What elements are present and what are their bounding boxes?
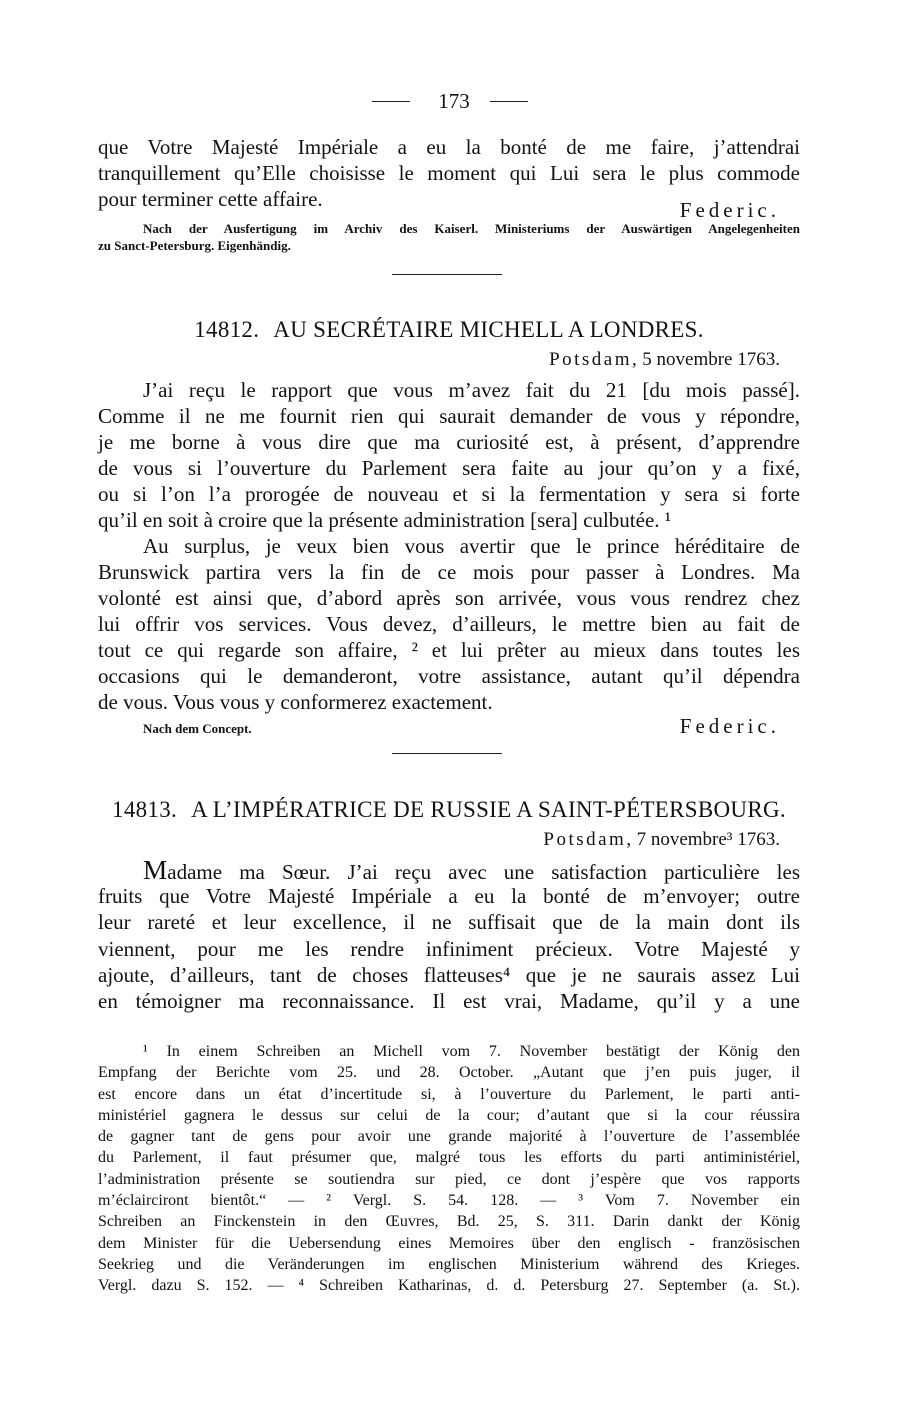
- body-line: pour terminer cette affaire.: [98, 187, 323, 211]
- body-line: qu’il en soit à croire que la présente administration [sera] culbutée. ¹: [98, 508, 672, 532]
- body-line: ajoute, d’ailleurs, tant de choses flatteuses⁴ que je ne saurais assez Lui: [98, 962, 800, 987]
- footnote-line: dem Minister für die Uebersendung eines Memoires über den englisch - französischen: [98, 1234, 800, 1252]
- body-line: ou si l’on l’a prorogée de nouveau et si la fermentation y sera si forte: [98, 482, 800, 506]
- section-divider: [392, 274, 502, 275]
- footnote-line: l’administration présente se soutiendra sur pied, ce dont j’espère que vos rapports: [98, 1170, 800, 1188]
- page-number: 173: [438, 89, 470, 113]
- body-line: que Votre Majesté Impériale a eu la bonté de me faire, j’attendrai: [98, 135, 800, 159]
- letter-number: 14812.: [194, 317, 260, 342]
- source-note-line: Nach der Ausfertigung im Archiv des Kaiserl. Ministeriums der Auswärtigen Angelegenheiten: [143, 221, 800, 236]
- body-line: occasions qui le demanderont, votre assistance, autant qu’il dépendra: [98, 664, 800, 688]
- source-note: [98, 220, 800, 254]
- dateline-date: 7 novembre³ 1763.: [636, 829, 780, 850]
- letter-title: A L’IMPÉRATRICE DE RUSSIE A SAINT-PÉTERSBOURG.: [191, 797, 786, 822]
- body-line: Brunswick partira vers la fin de ce mois pour passer à Londres. Ma: [98, 560, 800, 584]
- letter-body: [98, 857, 800, 1014]
- body-line: tranquillement qu’Elle choisisse le moment qui Lui sera le plus commode: [98, 161, 800, 185]
- body-line: de vous si l’ouverture du Parlement sera faite au jour qu’on y a fixé,: [98, 456, 800, 480]
- footnote-line: m’éclairciront bientôt.“ — ² Vergl. S. 54. 128. — ³ Vom 7. November ein: [98, 1192, 800, 1210]
- footnotes: [98, 1041, 800, 1297]
- header-dash-left: [372, 101, 410, 102]
- footnote-line: Empfang der Berichte vom 25. und 28. October. „Autant que j’en puis juger, il: [98, 1064, 800, 1082]
- dateline: [543, 827, 780, 853]
- body-line: J’ai reçu le rapport que vous m’avez fait du 21 [du mois passé].: [143, 378, 800, 402]
- dateline-place: Potsdam,: [549, 349, 640, 370]
- footnote-line: du Parlement, il faut présumer que, malgré tous les efforts du parti antiministériel,: [98, 1149, 800, 1167]
- footnote-line: Schreiben an Finckenstein in den Œuvres, Bd. 25, S. 311. Darin dankt der König: [98, 1213, 800, 1231]
- footnote-line: de gagner tant de gens pour avoir une grande majorité à l’ouverture de l’assemblée: [98, 1128, 800, 1146]
- body-line: je me borne à vous dire que ma curiosité est, à présent, d’apprendre: [98, 430, 800, 454]
- dateline: [549, 347, 780, 373]
- section-divider: [392, 753, 502, 754]
- header-dash-right: [490, 101, 528, 102]
- dateline-place: Potsdam,: [543, 829, 634, 850]
- source-note: Nach dem Concept.: [143, 721, 252, 736]
- body-line: leur rareté et leur excellence, il ne suffisait que de la main dont ils: [98, 910, 800, 935]
- page-header: [372, 88, 528, 114]
- body-line: viennent, pour me les rendre infiniment précieux. Votre Majesté y: [98, 936, 800, 961]
- body-line: de vous. Vous vous y conformerez exactement.: [98, 690, 493, 714]
- body-line: volonté est ainsi que, d’abord après son arrivée, vous vous rendrez chez: [98, 586, 800, 610]
- letter-heading: [98, 795, 800, 825]
- letter-heading: [98, 315, 800, 345]
- signature: Federic.: [679, 198, 780, 222]
- footnote-line: Seekrieg und die Veränderungen im englischen Ministerium während des Krieges.: [98, 1255, 800, 1273]
- source-note-line: zu Sanct-Petersburg. Eigenhändig.: [98, 238, 291, 253]
- letter-body: [98, 377, 800, 715]
- footnote-line: ministériel gagnera le dessus sur celui de la cour; d’autant que si la cour réussira: [98, 1106, 800, 1124]
- body-line: Comme il ne me fournit rien qui saurait demander de vous y répondre,: [98, 404, 800, 428]
- body-line: fruits que Votre Majesté Impériale a eu la bonté de m’envoyer; outre: [98, 884, 800, 909]
- body-line: Au surplus, je veux bien vous avertir que le prince héréditaire de: [143, 534, 800, 558]
- body-line: Madame ma Sœur. J’ai reçu avec une satisfaction particulière les: [143, 855, 800, 885]
- body-line: tout ce qui regarde son affaire, ² et lui prêter au mieux dans toutes les: [98, 638, 800, 662]
- footnote-line: est encore dans un état d’incertitude si, à l’ouverture du Parlement, le parti anti-: [98, 1085, 800, 1103]
- letter-number: 14813.: [112, 797, 178, 822]
- dateline-date: 5 novembre 1763.: [642, 349, 780, 370]
- signature: Federic.: [679, 714, 780, 738]
- footnote-line: ¹ In einem Schreiben an Michell vom 7. November bestätigt der König den: [143, 1043, 800, 1060]
- footnote-line: Vergl. dazu S. 152. — ⁴ Schreiben Katharinas, d. d. Petersburg 27. September (a. St.).: [98, 1277, 800, 1295]
- body-line: en témoigner ma reconnaissance. Il est vrai, Madame, qu’il y a une: [98, 988, 800, 1013]
- letter-title: AU SECRÉTAIRE MICHELL A LONDRES.: [273, 317, 704, 342]
- body-line: lui offrir vos services. Vous devez, d’ailleurs, le mettre bien au fait de: [98, 612, 800, 636]
